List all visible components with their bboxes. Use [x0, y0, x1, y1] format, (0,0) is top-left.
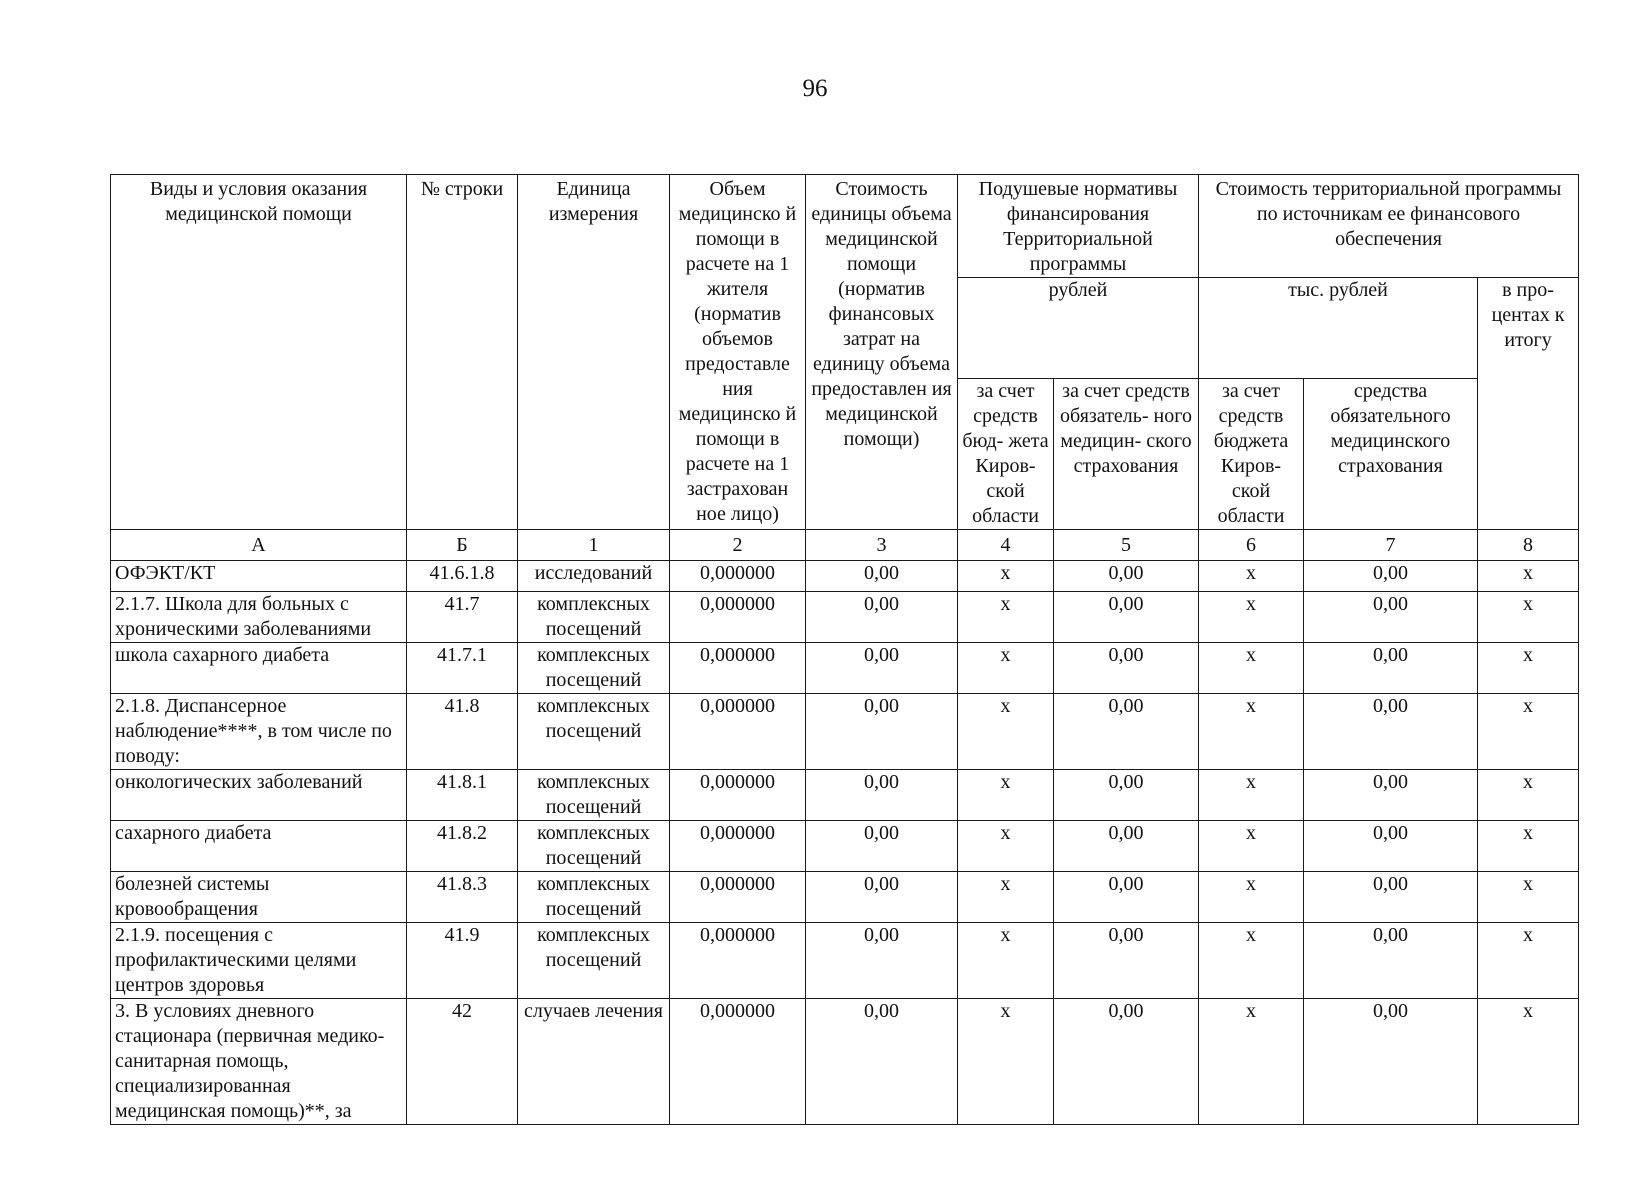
- row-oms-thousand: 0,00: [1304, 561, 1478, 592]
- row-percent: х: [1478, 770, 1579, 821]
- row-percent: х: [1478, 923, 1579, 999]
- row-unit: исследований: [518, 561, 670, 592]
- row-regional-budget-rubles: х: [958, 999, 1054, 1125]
- row-percent: х: [1478, 872, 1579, 923]
- header-rubles: рублей: [958, 278, 1199, 379]
- table-row: [111, 999, 1579, 1125]
- row-regional-budget-thousand: х: [1199, 643, 1304, 694]
- row-unit-cost: 0,00: [806, 999, 958, 1125]
- row-unit-cost: 0,00: [806, 872, 958, 923]
- column-number: 4: [958, 530, 1054, 561]
- row-percent: х: [1478, 999, 1579, 1125]
- table-row: [111, 694, 1579, 770]
- header-unit-cost: Стоимость единицы объема медицинской помощи (норматив финансовых затрат на единицу объема предоставлен ия медицинской помощи): [806, 175, 958, 530]
- row-unit: комплексных посещений: [518, 923, 670, 999]
- column-number: А: [111, 530, 407, 561]
- row-regional-budget-thousand: х: [1199, 770, 1304, 821]
- row-volume: 0,000000: [670, 923, 806, 999]
- row-name: 2.1.9. посещения с профилактическими целями центров здоровья: [111, 923, 407, 999]
- row-line-number: 41.9: [407, 923, 518, 999]
- row-oms-thousand: 0,00: [1304, 592, 1478, 643]
- row-name: болезней системы кровообращения: [111, 872, 407, 923]
- header-unit: Единица измерения: [518, 175, 670, 530]
- row-name: школа сахарного диабета: [111, 643, 407, 694]
- table-row: [111, 821, 1579, 872]
- column-number: 3: [806, 530, 958, 561]
- header-per-capita-group: Подушевые нормативы финансирования Территориальной программы: [958, 175, 1199, 278]
- column-number: 6: [1199, 530, 1304, 561]
- table-row: [111, 561, 1579, 592]
- row-unit-cost: 0,00: [806, 561, 958, 592]
- row-percent: х: [1478, 561, 1579, 592]
- row-unit: комплексных посещений: [518, 592, 670, 643]
- column-number: 1: [518, 530, 670, 561]
- row-unit: комплексных посещений: [518, 821, 670, 872]
- row-regional-budget-rubles: х: [958, 643, 1054, 694]
- row-line-number: 41.7: [407, 592, 518, 643]
- header-volume: Объем медицинско й помощи в расчете на 1 жителя (норматив объемов предоставле ния медицинско й помощи в расчете на 1 застрахован ное лицо): [670, 175, 806, 530]
- row-volume: 0,000000: [670, 770, 806, 821]
- row-oms-rubles: 0,00: [1054, 923, 1199, 999]
- financing-table: [110, 174, 1579, 1125]
- row-regional-budget-thousand: х: [1199, 821, 1304, 872]
- header-regional-budget-rubles: за счет средств бюд- жета Киров- ской области: [958, 379, 1054, 530]
- column-number: 5: [1054, 530, 1199, 561]
- row-regional-budget-rubles: х: [958, 561, 1054, 592]
- table-row: [111, 643, 1579, 694]
- row-name: онкологических заболеваний: [111, 770, 407, 821]
- header-oms-thousand: средства обязательного медицинского страхования: [1304, 379, 1478, 530]
- column-number: 7: [1304, 530, 1478, 561]
- row-regional-budget-thousand: х: [1199, 694, 1304, 770]
- row-unit-cost: 0,00: [806, 643, 958, 694]
- row-name: сахарного диабета: [111, 821, 407, 872]
- row-percent: х: [1478, 592, 1579, 643]
- table-row: [111, 770, 1579, 821]
- row-oms-rubles: 0,00: [1054, 561, 1199, 592]
- row-oms-rubles: 0,00: [1054, 999, 1199, 1125]
- row-unit: комплексных посещений: [518, 643, 670, 694]
- row-name: 3. В условиях дневного стационара (первичная медико-санитарная помощь, специализированная медицинская помощь)**, за: [111, 999, 407, 1125]
- row-volume: 0,000000: [670, 643, 806, 694]
- header-oms-rubles: за счет средств обязатель- ного медицин- ского страхования: [1054, 379, 1199, 530]
- table-row: [111, 872, 1579, 923]
- header-kinds-of-care: Виды и условия оказания медицинской помощи: [111, 175, 407, 530]
- page-number: 96: [802, 75, 828, 102]
- row-oms-thousand: 0,00: [1304, 872, 1478, 923]
- row-line-number: 41.8.3: [407, 872, 518, 923]
- row-oms-thousand: 0,00: [1304, 643, 1478, 694]
- row-regional-budget-thousand: х: [1199, 923, 1304, 999]
- row-oms-thousand: 0,00: [1304, 923, 1478, 999]
- row-volume: 0,000000: [670, 592, 806, 643]
- row-oms-rubles: 0,00: [1054, 872, 1199, 923]
- column-number: Б: [407, 530, 518, 561]
- row-oms-thousand: 0,00: [1304, 694, 1478, 770]
- column-number-row: [111, 530, 1579, 561]
- row-oms-rubles: 0,00: [1054, 821, 1199, 872]
- table-row: [111, 592, 1579, 643]
- row-line-number: 41.6.1.8: [407, 561, 518, 592]
- row-volume: 0,000000: [670, 694, 806, 770]
- row-volume: 0,000000: [670, 821, 806, 872]
- row-percent: х: [1478, 694, 1579, 770]
- row-unit-cost: 0,00: [806, 592, 958, 643]
- row-regional-budget-rubles: х: [958, 821, 1054, 872]
- row-line-number: 41.7.1: [407, 643, 518, 694]
- row-name: 2.1.7. Школа для больных с хроническими заболеваниями: [111, 592, 407, 643]
- header-thousand-rubles: тыс. рублей: [1199, 278, 1478, 379]
- row-regional-budget-thousand: х: [1199, 561, 1304, 592]
- row-name: ОФЭКТ/КТ: [111, 561, 407, 592]
- row-volume: 0,000000: [670, 999, 806, 1125]
- row-oms-rubles: 0,00: [1054, 643, 1199, 694]
- row-unit-cost: 0,00: [806, 694, 958, 770]
- row-oms-rubles: 0,00: [1054, 694, 1199, 770]
- row-oms-thousand: 0,00: [1304, 999, 1478, 1125]
- column-number: 2: [670, 530, 806, 561]
- row-volume: 0,000000: [670, 561, 806, 592]
- row-regional-budget-rubles: х: [958, 592, 1054, 643]
- row-unit: комплексных посещений: [518, 694, 670, 770]
- header-program-cost-group: Стоимость территориальной программы по источникам ее финансового обеспечения: [1199, 175, 1579, 278]
- row-regional-budget-thousand: х: [1199, 999, 1304, 1125]
- row-regional-budget-thousand: х: [1199, 592, 1304, 643]
- row-regional-budget-rubles: х: [958, 872, 1054, 923]
- row-line-number: 41.8.2: [407, 821, 518, 872]
- row-oms-thousand: 0,00: [1304, 770, 1478, 821]
- row-unit-cost: 0,00: [806, 821, 958, 872]
- row-unit-cost: 0,00: [806, 923, 958, 999]
- row-unit: комплексных посещений: [518, 770, 670, 821]
- row-percent: х: [1478, 643, 1579, 694]
- row-name: 2.1.8. Диспансерное наблюдение****, в том числе по поводу:: [111, 694, 407, 770]
- row-regional-budget-rubles: х: [958, 770, 1054, 821]
- row-line-number: 41.8.1: [407, 770, 518, 821]
- column-number: 8: [1478, 530, 1579, 561]
- header-regional-budget-thousand: за счет средств бюджета Киров- ской области: [1199, 379, 1304, 530]
- header-line-number: № строки: [407, 175, 518, 530]
- row-oms-thousand: 0,00: [1304, 821, 1478, 872]
- row-regional-budget-rubles: х: [958, 923, 1054, 999]
- row-unit-cost: 0,00: [806, 770, 958, 821]
- row-regional-budget-thousand: х: [1199, 872, 1304, 923]
- row-oms-rubles: 0,00: [1054, 770, 1199, 821]
- row-regional-budget-rubles: х: [958, 694, 1054, 770]
- row-line-number: 42: [407, 999, 518, 1125]
- row-line-number: 41.8: [407, 694, 518, 770]
- row-oms-rubles: 0,00: [1054, 592, 1199, 643]
- header-percent-of-total: в про- центах к итогу: [1478, 278, 1579, 530]
- row-unit: комплексных посещений: [518, 872, 670, 923]
- table-row: [111, 923, 1579, 999]
- row-unit: случаев лечения: [518, 999, 670, 1125]
- row-volume: 0,000000: [670, 872, 806, 923]
- row-percent: х: [1478, 821, 1579, 872]
